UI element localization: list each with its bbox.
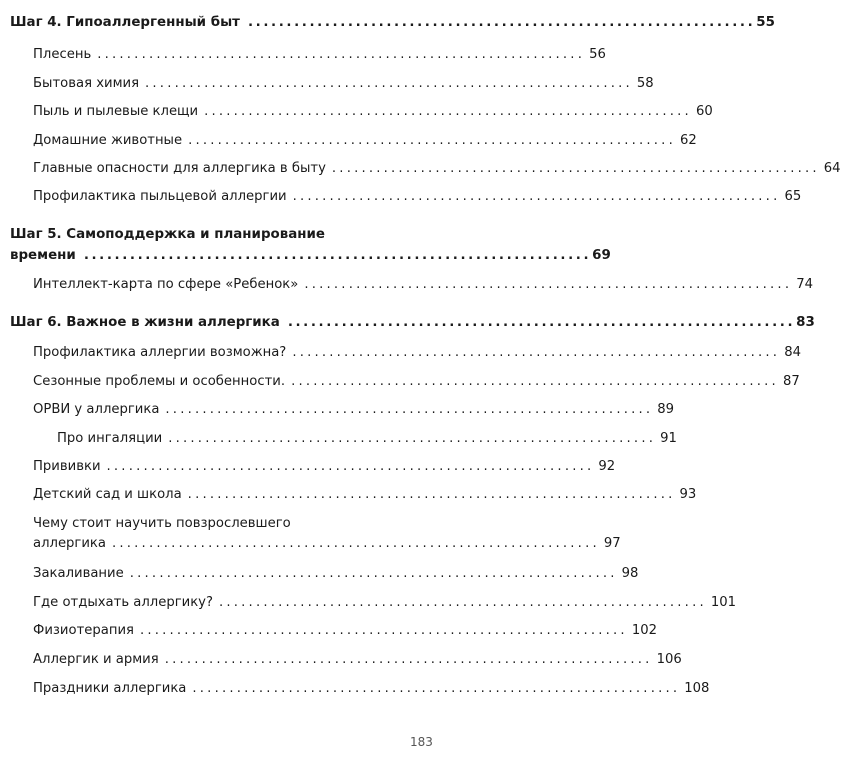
toc-page-number: 55 bbox=[756, 15, 775, 30]
toc-page-number: 69 bbox=[592, 248, 611, 263]
toc-item-label: Бытовая химия bbox=[33, 76, 140, 91]
toc-page-number: 106 bbox=[656, 652, 682, 667]
toc-page-number: 92 bbox=[598, 459, 616, 474]
toc-page-number: 87 bbox=[782, 374, 800, 389]
toc-page-number: 62 bbox=[679, 133, 697, 148]
toc-item[interactable] bbox=[33, 345, 801, 361]
leader-dots: .................................................................. bbox=[304, 277, 793, 292]
leader-dots: .................................................................. bbox=[106, 459, 595, 474]
toc-item-label: Физиотерапия bbox=[33, 623, 134, 638]
leader-dots: .................................................................. bbox=[287, 315, 796, 330]
leader-dots: .................................................................. bbox=[139, 623, 628, 638]
toc-item[interactable] bbox=[33, 623, 657, 639]
toc-item-label: Домашние животные bbox=[33, 133, 183, 148]
toc-item-label: Аллергик и армия bbox=[33, 652, 159, 667]
toc-item-label: Профилактика аллергии возможна? bbox=[33, 345, 287, 360]
toc-page-number: 101 bbox=[710, 595, 737, 610]
toc-item-label: Плесень bbox=[33, 47, 92, 62]
toc-heading-step-5[interactable] bbox=[10, 248, 611, 264]
toc-heading-step-4[interactable] bbox=[10, 15, 775, 31]
toc-item-label: Интеллект-карта по сфере «Ребенок» bbox=[33, 277, 299, 292]
toc-item[interactable] bbox=[33, 536, 621, 552]
leader-dots: .................................................................. bbox=[331, 161, 820, 176]
leader-dots: .................................................................. bbox=[111, 536, 600, 551]
toc-page-number: 89 bbox=[657, 402, 675, 417]
toc-item[interactable] bbox=[33, 595, 737, 611]
toc-item-label: Детский сад и школа bbox=[33, 487, 182, 502]
toc-item[interactable] bbox=[33, 459, 616, 475]
toc-heading-step-6[interactable] bbox=[10, 315, 815, 331]
toc-item-label: Сезонные проблемы и особенности. bbox=[33, 374, 286, 389]
toc-item-line1[interactable]: Чему стоит научить повзрослевшего bbox=[33, 516, 291, 531]
toc-item-label: ОРВИ у аллергика bbox=[33, 402, 160, 417]
toc-item-label: Профилактика пыльцевой аллергии bbox=[33, 189, 287, 204]
toc-item-label: аллергика bbox=[33, 536, 106, 551]
leader-dots: .................................................................. bbox=[83, 248, 592, 263]
toc-page-number: 84 bbox=[784, 345, 801, 360]
toc-page-number: 58 bbox=[636, 76, 654, 91]
toc-heading-title: Шаг 4. Гипоаллергенный быт bbox=[10, 15, 240, 30]
toc-page-number: 93 bbox=[679, 487, 697, 502]
toc-item-label: Закаливание bbox=[33, 566, 124, 581]
toc-item-label: Где отдыхать аллергику? bbox=[33, 595, 213, 610]
leader-dots: .................................................................. bbox=[188, 133, 676, 148]
toc-heading-title: Шаг 6. Важное в жизни аллергика bbox=[10, 315, 280, 330]
toc-item[interactable] bbox=[33, 104, 713, 120]
toc-heading-title: времени bbox=[10, 248, 76, 263]
toc-item[interactable] bbox=[33, 487, 697, 503]
leader-dots: .................................................................. bbox=[165, 402, 654, 417]
toc-page-number: 83 bbox=[796, 315, 815, 330]
toc-page-number: 108 bbox=[684, 681, 710, 696]
toc-page-number: 74 bbox=[796, 277, 813, 292]
toc-item-label: Пыль и пылевые клещи bbox=[33, 104, 199, 119]
leader-dots: .................................................................. bbox=[97, 47, 586, 62]
leader-dots: .................................................................. bbox=[145, 76, 633, 91]
toc-item-label: Праздники аллергика bbox=[33, 681, 187, 696]
leader-dots: .................................................................. bbox=[291, 374, 779, 389]
toc-page-number: 60 bbox=[695, 104, 713, 119]
leader-dots: .................................................................. bbox=[129, 566, 618, 581]
toc-page-number: 102 bbox=[631, 623, 657, 638]
toc-page-number: 56 bbox=[589, 47, 606, 62]
toc-item[interactable] bbox=[33, 566, 639, 582]
toc-page-number: 98 bbox=[621, 566, 639, 581]
toc-heading-step-5-line1[interactable]: Шаг 5. Самоподдержка и планирование bbox=[10, 227, 325, 242]
leader-dots: .................................................................. bbox=[218, 595, 707, 610]
toc-item[interactable] bbox=[33, 374, 800, 390]
leader-dots: .................................................................. bbox=[292, 189, 781, 204]
toc-item[interactable] bbox=[33, 76, 654, 92]
toc-item[interactable] bbox=[33, 277, 813, 293]
leader-dots: .................................................................. bbox=[164, 652, 653, 667]
toc-page-number: 91 bbox=[660, 431, 677, 446]
toc-item-label: Главные опасности для аллергика в быту bbox=[33, 161, 326, 176]
toc-page-number: 97 bbox=[603, 536, 621, 551]
leader-dots: .................................................................. bbox=[187, 487, 676, 502]
leader-dots: .................................................................. bbox=[247, 15, 756, 30]
toc-item[interactable] bbox=[33, 47, 606, 63]
toc-item[interactable] bbox=[33, 681, 710, 697]
page-number: 183 bbox=[410, 735, 433, 749]
toc-item[interactable] bbox=[33, 402, 675, 418]
leader-dots: .................................................................. bbox=[192, 681, 681, 696]
leader-dots: .................................................................. bbox=[204, 104, 692, 119]
toc-page-number: 64 bbox=[823, 161, 841, 176]
toc-item[interactable] bbox=[33, 133, 697, 149]
toc-page-number: 65 bbox=[784, 189, 802, 204]
toc-item[interactable] bbox=[33, 189, 802, 205]
toc-item[interactable] bbox=[33, 161, 841, 177]
leader-dots: .................................................................. bbox=[168, 431, 657, 446]
toc-item-label: Прививки bbox=[33, 459, 101, 474]
toc-subitem[interactable] bbox=[57, 431, 677, 447]
leader-dots: .................................................................. bbox=[292, 345, 781, 360]
toc-item-label: Про ингаляции bbox=[57, 431, 163, 446]
toc-item[interactable] bbox=[33, 652, 682, 668]
